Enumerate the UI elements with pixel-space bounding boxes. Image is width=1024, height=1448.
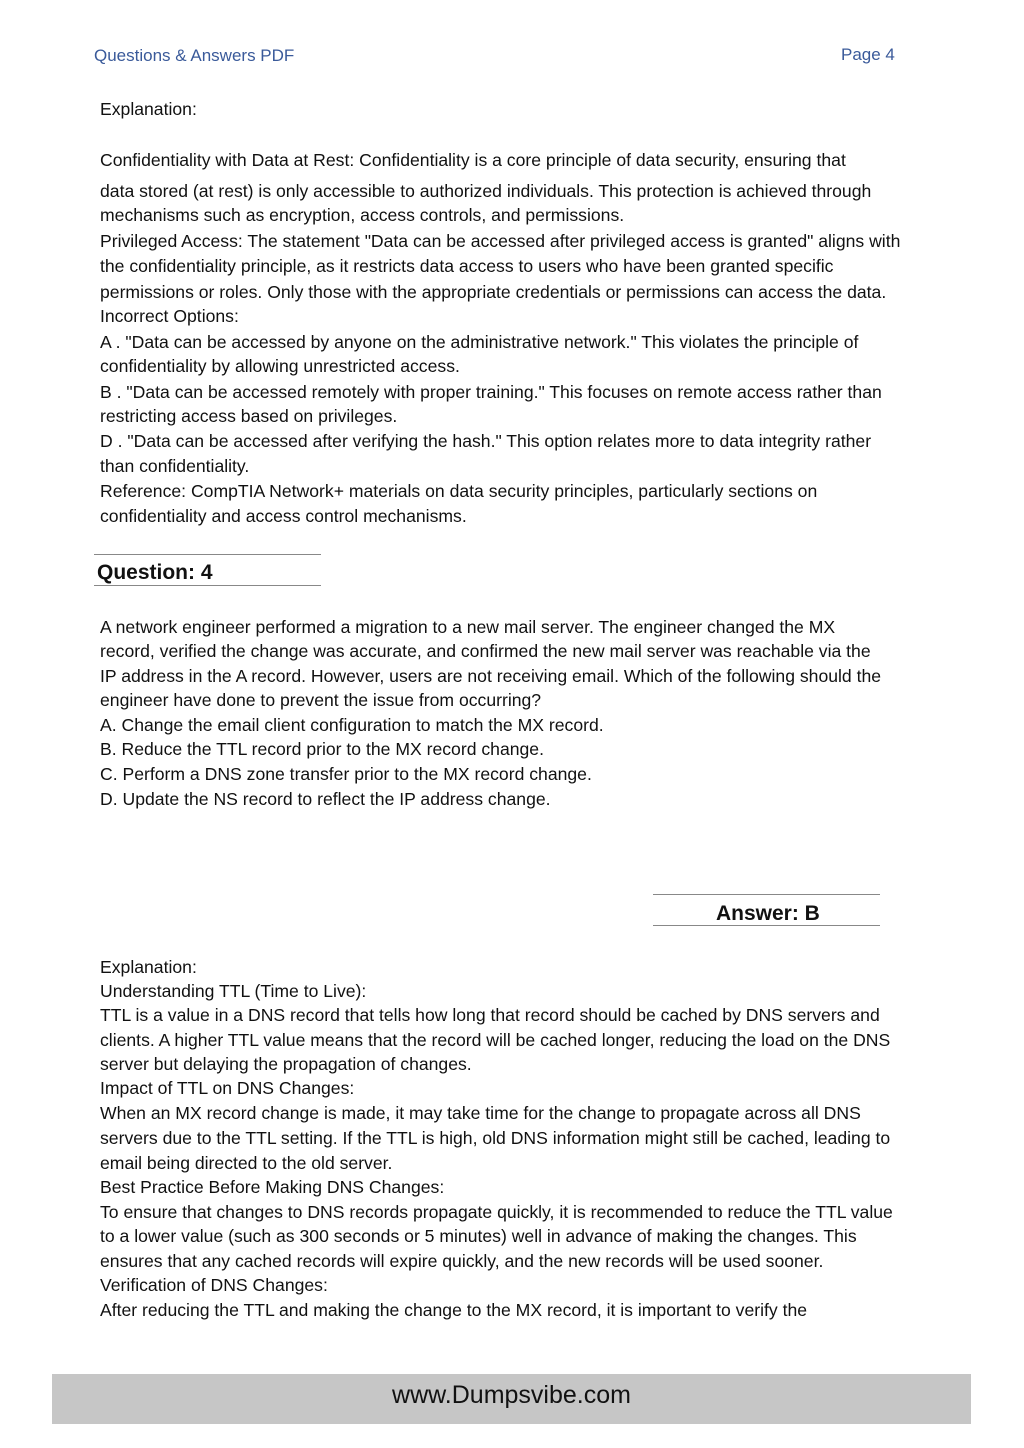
explanation-line: to a lower value (such as 300 seconds or 5 minutes) well in advance of making the changes. This — [100, 1226, 857, 1246]
footer-website: www.Dumpsvibe.com — [392, 1381, 631, 1409]
explanation-line: the confidentiality principle, as it restricts data access to users who have been granted specific — [100, 256, 834, 276]
explanation-line: mechanisms such as encryption, access controls, and permissions. — [100, 205, 625, 225]
explanation-line: servers due to the TTL setting. If the TTL is high, old DNS information might still be cached, leading to — [100, 1128, 891, 1148]
explanation-line: Reference: CompTIA Network+ materials on data security principles, particularly sections on — [100, 481, 818, 501]
explanation-label: Explanation: — [100, 957, 197, 977]
question-line: IP address in the A record. However, users are not receiving email. Which of the following should the — [100, 666, 882, 686]
answer-rule-bottom — [653, 925, 880, 926]
explanation-line: than confidentiality. — [100, 456, 250, 476]
explanation-line: Privileged Access: The statement "Data can be accessed after privileged access is granted" aligns with — [100, 231, 901, 251]
explanation-line: Understanding TTL (Time to Live): — [100, 981, 367, 1001]
explanation-line: After reducing the TTL and making the change to the MX record, it is important to verify the — [100, 1300, 808, 1320]
option-b: B. Reduce the TTL record prior to the MX record change. — [100, 739, 544, 759]
answer-rule-top — [653, 894, 880, 895]
option-a: A. Change the email client configuration to match the MX record. — [100, 715, 604, 735]
explanation-line: Incorrect Options: — [100, 306, 239, 326]
explanation-line: Verification of DNS Changes: — [100, 1275, 328, 1295]
explanation-line: server but delaying the propagation of changes. — [100, 1054, 472, 1074]
explanation-line: confidentiality by allowing unrestricted access. — [100, 356, 460, 376]
question-line: record, verified the change was accurate, and confirmed the new mail server was reachable via the — [100, 641, 871, 661]
explanation-line: D . "Data can be accessed after verifying the hash." This option relates more to data integrity rather — [100, 431, 872, 451]
explanation-line: A . "Data can be accessed by anyone on the administrative network." This violates the principle of — [100, 332, 859, 352]
explanation-line: permissions or roles. Only those with the appropriate credentials or permissions can access the data. — [100, 282, 887, 302]
explanation-line: Confidentiality with Data at Rest: Confidentiality is a core principle of data security, ensuring that — [100, 150, 846, 170]
explanation-line: B . "Data can be accessed remotely with proper training." This focuses on remote access rather than — [100, 382, 882, 402]
explanation-line: data stored (at rest) is only accessible to authorized individuals. This protection is achieved through — [100, 181, 872, 201]
explanation-line: Best Practice Before Making DNS Changes: — [100, 1177, 445, 1197]
question-rule-bottom — [94, 585, 321, 586]
answer-heading: Answer: B — [716, 902, 820, 925]
question-rule-top — [94, 554, 321, 555]
option-d: D. Update the NS record to reflect the IP address change. — [100, 789, 551, 809]
document-title: Questions & Answers PDF — [94, 46, 295, 65]
explanation-line: To ensure that changes to DNS records propagate quickly, it is recommended to reduce the TTL value — [100, 1202, 893, 1222]
footer-bar — [52, 1374, 971, 1424]
page-number: Page 4 — [841, 45, 895, 64]
explanation-line: clients. A higher TTL value means that the record will be cached longer, reducing the load on the DNS — [100, 1030, 891, 1050]
question-heading: Question: 4 — [97, 561, 213, 584]
explanation-label: Explanation: — [100, 99, 197, 119]
explanation-line: confidentiality and access control mechanisms. — [100, 506, 467, 526]
explanation-line: Impact of TTL on DNS Changes: — [100, 1078, 355, 1098]
explanation-line: email being directed to the old server. — [100, 1153, 393, 1173]
question-line: engineer have done to prevent the issue from occurring? — [100, 690, 542, 710]
explanation-line: ensures that any cached records will expire quickly, and the new records will be used sooner. — [100, 1251, 824, 1271]
question-line: A network engineer performed a migration to a new mail server. The engineer changed the MX — [100, 617, 836, 637]
explanation-line: When an MX record change is made, it may take time for the change to propagate across all DNS — [100, 1103, 861, 1123]
explanation-line: restricting access based on privileges. — [100, 406, 398, 426]
explanation-line: TTL is a value in a DNS record that tells how long that record should be cached by DNS servers and — [100, 1005, 880, 1025]
option-c: C. Perform a DNS zone transfer prior to the MX record change. — [100, 764, 592, 784]
